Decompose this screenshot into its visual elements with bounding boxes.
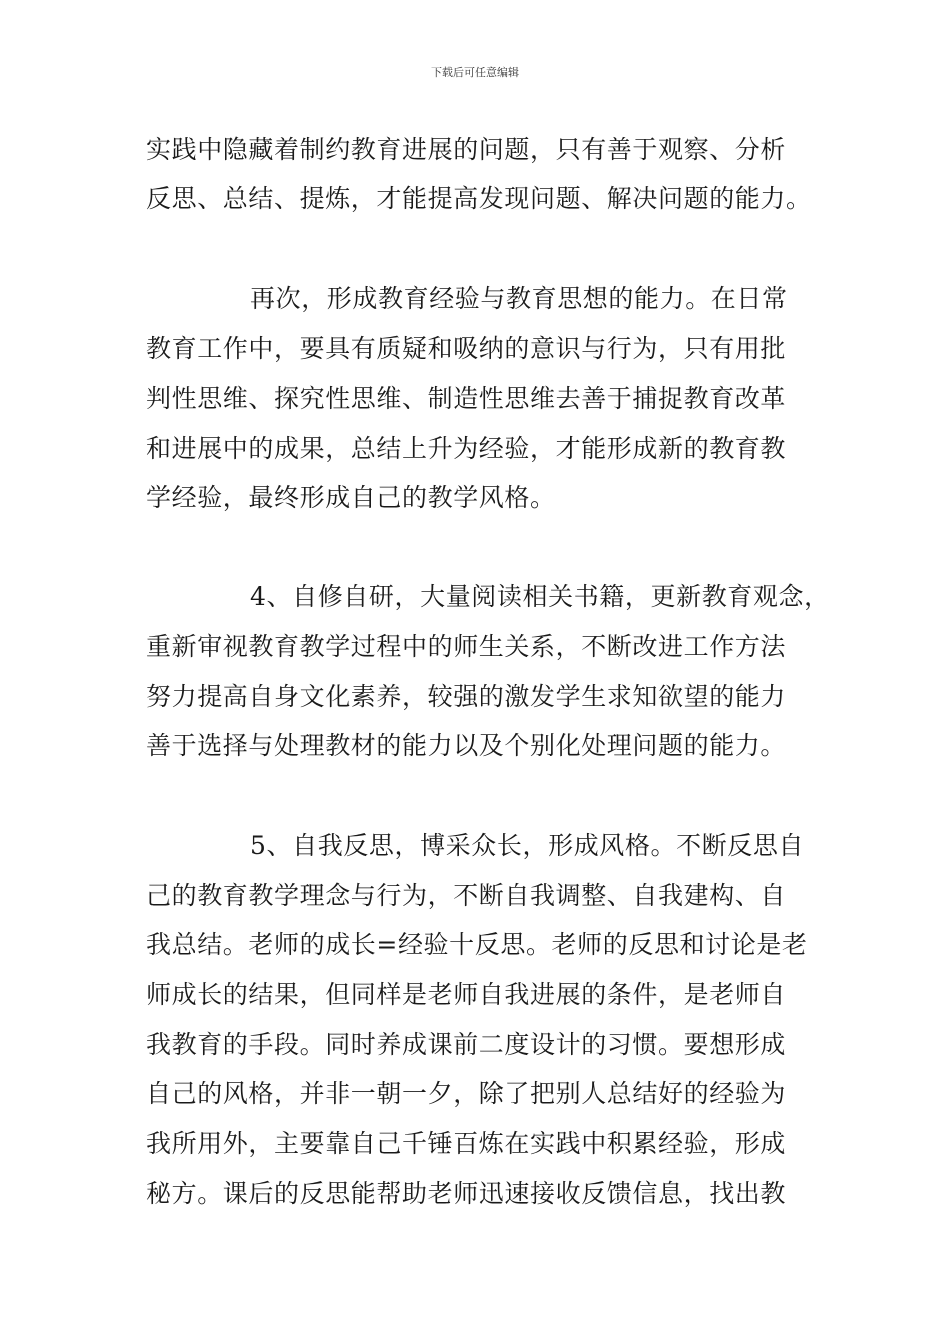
text-line: 重新审视教育教学过程中的师生关系，不断改进工作方法 (146, 632, 787, 661)
text-line: 善于选择与处理教材的能力以及个别化处理问题的能力。 (146, 731, 787, 760)
text-line: 努力提高自身文化素养，较强的激发学生求知欲望的能力 (146, 682, 787, 711)
text-line: 我所用外，主要靠自己千锤百炼在实践中积累经验，形成 (146, 1129, 787, 1158)
text-line: 4、自修自研，大量阅读相关书籍，更新教育观念， (250, 582, 830, 611)
text-line: 实践中隐藏着制约教育进展的问题，只有善于观察、分析 (146, 135, 787, 164)
text-line: 教育工作中，要具有质疑和吸纳的意识与行为，只有用批 (146, 334, 787, 363)
text-line: 学经验，最终形成自己的教学风格。 (146, 483, 556, 512)
text-line: 5、自我反思，博采众长，形成风格。不断反思自 (250, 831, 805, 860)
text-line: 师成长的结果，但同样是老师自我进展的条件，是老师自 (146, 980, 787, 1009)
text-line: 和进展中的成果，总结上升为经验，才能形成新的教育教 (146, 434, 787, 463)
text-line: 我总结。老师的成长=经验十反思。老师的反思和讨论是老 (146, 930, 808, 959)
text-line: 判性思维、探究性思维、制造性思维去善于捕捉教育改革 (146, 384, 787, 413)
text-line: 反思、总结、提炼，才能提高发现问题、解决问题的能力。 (146, 184, 812, 213)
text-line: 我教育的手段。同时养成课前二度设计的习惯。要想形成 (146, 1030, 787, 1059)
text-line: 己的教育教学理念与行为，不断自我调整、自我建构、自 (146, 881, 787, 910)
page-header: 下载后可任意编辑 (431, 66, 519, 79)
text-line: 自己的风格，并非一朝一夕，除了把别人总结好的经验为 (146, 1079, 787, 1108)
text-line: 秘方。课后的反思能帮助老师迅速接收反馈信息，找出教 (146, 1179, 787, 1208)
text-line: 再次，形成教育经验与教育思想的能力。在日常 (250, 284, 788, 313)
